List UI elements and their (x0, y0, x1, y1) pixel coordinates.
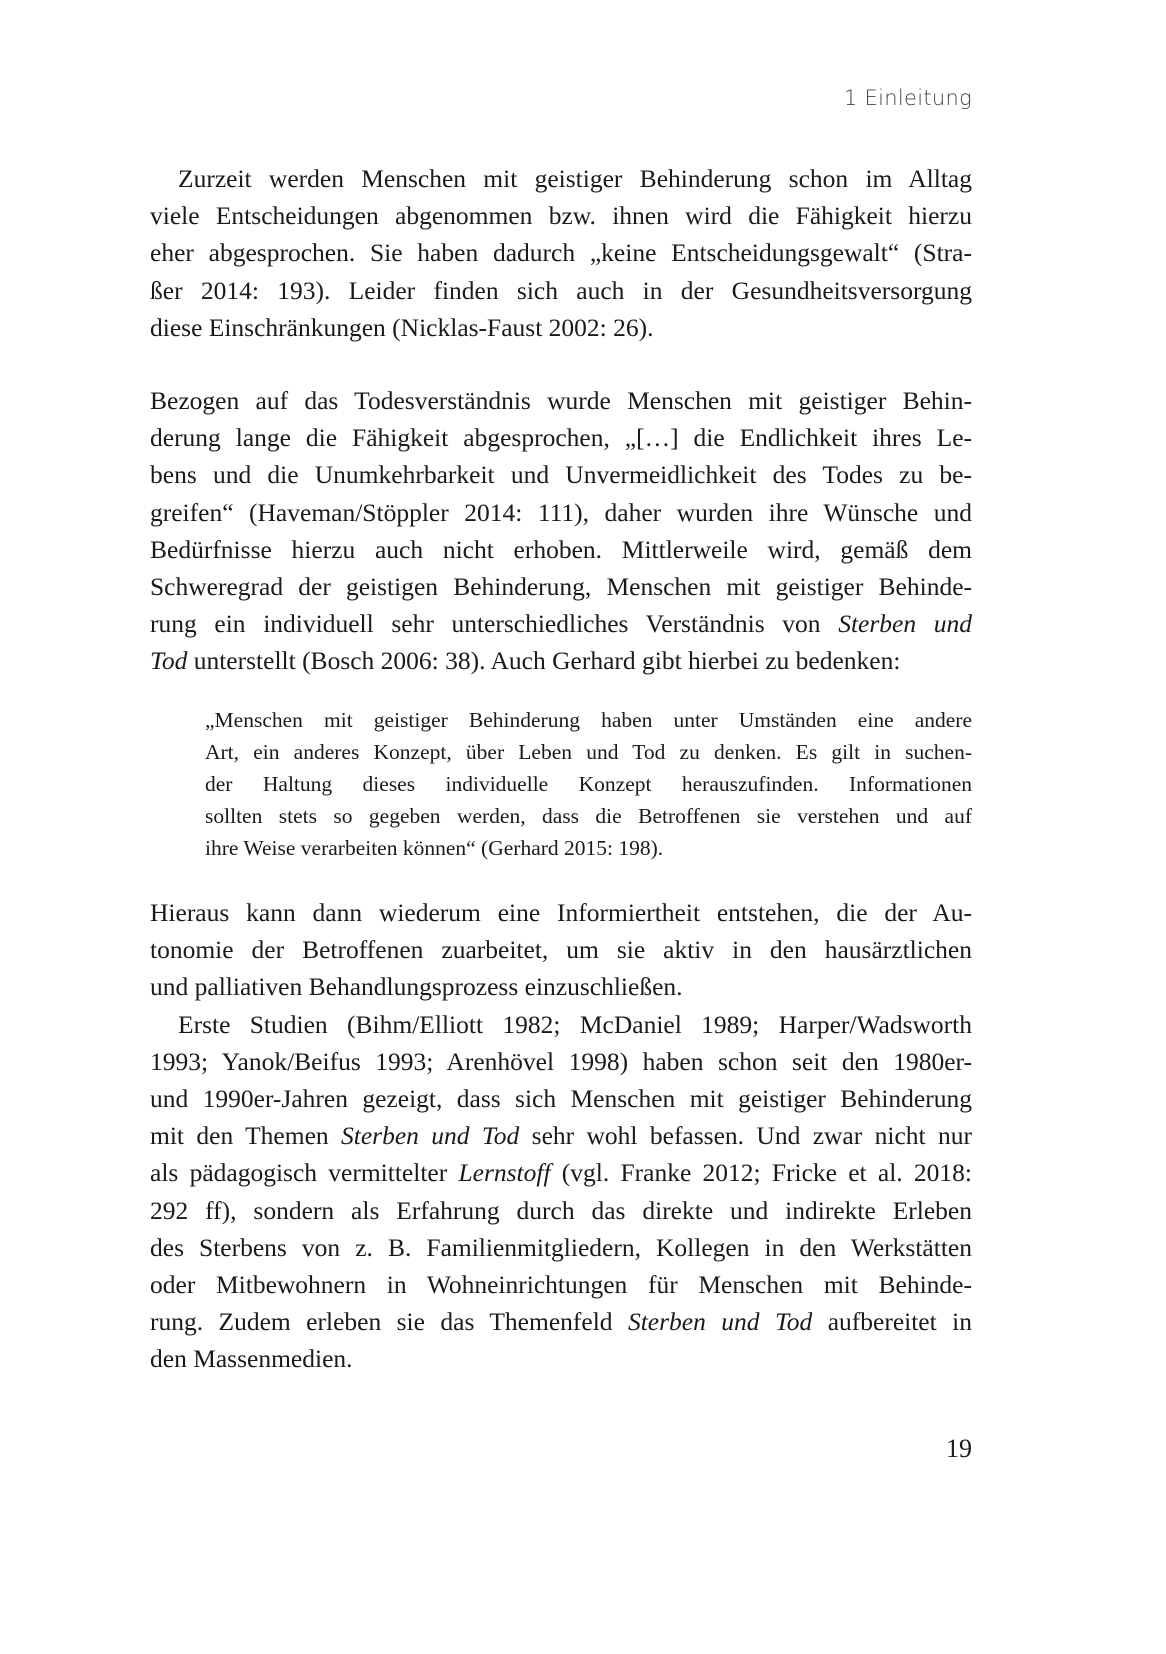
text-line (205, 768, 972, 800)
text-line (150, 1192, 972, 1229)
text-segment: unterstellt (Bosch 2006: 38). Auch Gerhard gibt hierbei zu bedenken: (187, 646, 901, 676)
italic-text: Sterben und (838, 609, 972, 639)
text-line (150, 1006, 972, 1043)
block-quote (205, 704, 972, 864)
text-segment: ihre Weise verarbeiten können“ (Gerhard 2015: 198). (205, 836, 664, 860)
paragraph-2 (150, 382, 972, 680)
italic-text: Tod (150, 646, 188, 676)
text-line (150, 419, 972, 456)
text-segment: und palliativen Behandlungsprozess einzuschließen. (150, 972, 683, 1002)
text-segment: viele Entscheidungen abgenommen bzw. ihnen wird die Fähigkeit hierzu (150, 201, 972, 231)
text-segment: derung lange die Fähigkeit abgesprochen, „[…] die Endlichkeit ihres Le- (150, 423, 972, 453)
text-line (150, 309, 972, 346)
text-segment: mit den Themen (150, 1121, 342, 1151)
text-line (150, 1303, 972, 1340)
text-line (150, 494, 972, 531)
text-line (150, 1340, 972, 1377)
text-segment: Schweregrad der geistigen Behinderung, Menschen mit geistiger Behinde- (150, 571, 972, 601)
text-line (150, 531, 972, 568)
text-segment: des Sterbens von z. B. Familienmitgliedern, Kollegen in den Werkstätten (150, 1232, 972, 1262)
text-line (150, 234, 972, 271)
text-segment: Art, ein anderes Konzept, über Leben und Tod zu denken. Es gilt in suchen- (205, 740, 972, 764)
text-segment: aufbereitet in (812, 1307, 972, 1337)
text-segment: diese Einschränkungen (Nicklas-Faust 2002: 26). (150, 312, 654, 342)
paragraph-1 (150, 160, 972, 346)
text-segment: Zurzeit werden Menschen mit geistiger Behinderung schon im Alltag (178, 164, 972, 193)
text-segment: den Massenmedien. (150, 1344, 353, 1374)
paragraph-4 (150, 1006, 972, 1378)
text-segment: ßer 2014: 193). Leider finden sich auch in der Gesundheitsversorgung (150, 275, 972, 305)
text-line (150, 931, 972, 968)
text-line (150, 197, 972, 234)
text-line (205, 736, 972, 768)
text-line (150, 968, 972, 1005)
text-line (150, 894, 972, 931)
text-line (150, 568, 972, 605)
text-segment: sehr wohl befassen. Und zwar nicht nur (519, 1121, 972, 1151)
text-line (150, 1080, 972, 1117)
text-segment: bens und die Unumkehrbarkeit und Unvermeidlichkeit des Todes zu be- (150, 460, 972, 490)
text-line (150, 1154, 972, 1191)
paragraph-3 (150, 894, 972, 1006)
text-segment: tonomie der Betroffenen zuarbeitet, um sie aktiv in den hausärztlichen (150, 935, 972, 965)
text-segment: 1993; Yanok/Beifus 1993; Arenhövel 1998) haben schon seit den 1980er- (150, 1046, 972, 1076)
text-segment: Bedürfnisse hierzu auch nicht erhoben. Mittlerweile wird, gemäß dem (150, 534, 972, 564)
text-segment: rung. Zudem erleben sie das Themenfeld (150, 1307, 628, 1337)
italic-text: Sterben und Tod (341, 1121, 520, 1151)
text-segment: „Menschen mit geistiger Behinderung haben unter Umständen eine andere (205, 708, 972, 732)
text-line (150, 272, 972, 309)
text-segment: Bezogen auf das Todesverständnis wurde Menschen mit geistiger Behin- (150, 386, 972, 415)
text-segment: als pädagogisch vermittelter (150, 1158, 459, 1188)
text-line (150, 1266, 972, 1303)
text-segment: der Haltung dieses individuelle Konzept herauszufinden. Informationen (205, 772, 972, 796)
text-segment: und 1990er-Jahren gezeigt, dass sich Menschen mit geistiger Behinderung (150, 1083, 972, 1113)
italic-text: Lernstoff (458, 1158, 551, 1188)
text-segment: rung ein individuell sehr unterschiedliches Verständnis von (150, 609, 839, 639)
text-segment: eher abgesprochen. Sie haben dadurch „keine Entscheidungsgewalt“ (Stra- (150, 238, 972, 268)
text-line (205, 800, 972, 832)
text-line (150, 605, 972, 642)
italic-text: Sterben und Tod (627, 1307, 813, 1337)
page-number: 19 (946, 1434, 972, 1463)
text-segment: oder Mitbewohnern in Wohneinrichtungen für Menschen mit Behinde- (150, 1269, 972, 1299)
text-segment: Erste Studien (Bihm/Elliott 1982; McDaniel 1989; Harper/Wadsworth (178, 1009, 972, 1039)
text-segment: Hieraus kann dann wiederum eine Informiertheit entstehen, die der Au- (150, 898, 972, 927)
text-line (150, 1117, 972, 1154)
text-segment: greifen“ (Haveman/Stöppler 2014: 111), daher wurden ihre Wünsche und (150, 497, 972, 527)
text-line (150, 456, 972, 493)
text-line (205, 704, 972, 736)
text-line (150, 642, 972, 679)
text-line (150, 382, 972, 419)
text-line (150, 1229, 972, 1266)
running-head: 1 Einleitung (843, 86, 972, 110)
text-line (150, 1043, 972, 1080)
text-segment: 292 ff), sondern als Erfahrung durch das direkte und indirekte Erleben (150, 1195, 972, 1225)
text-segment: (vgl. Franke 2012; Fricke et al. 2018: (550, 1158, 972, 1188)
text-line (150, 160, 972, 197)
text-segment: sollten stets so gegeben werden, dass die Betroffenen sie verstehen und auf (205, 804, 972, 828)
text-line (205, 832, 972, 864)
